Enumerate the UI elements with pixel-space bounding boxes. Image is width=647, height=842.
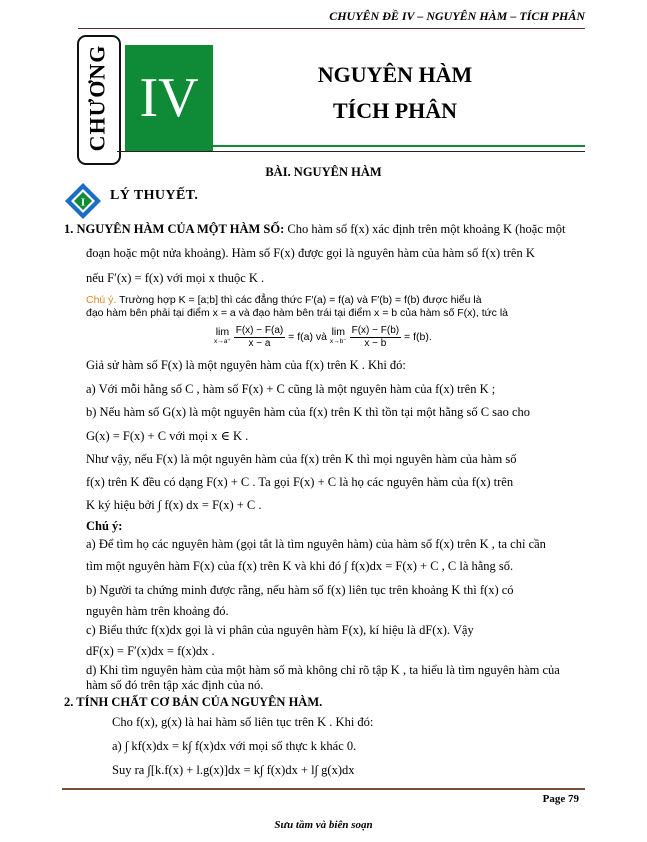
chu-y-heading: Chú ý: — [86, 519, 123, 533]
chapter-title-line2: TÍCH PHÂN — [332, 98, 458, 123]
title-rule-black — [117, 151, 585, 152]
chapter-label: CHƯƠNG — [84, 44, 109, 152]
chapter-title-line1: NGUYÊN HÀM — [317, 62, 473, 87]
s2-line1: Cho f(x), g(x) là hai hàm số liên tục trên K . Khi đó: — [112, 715, 374, 729]
chu-y-a1: a) Để tìm họ các nguyên hàm (gọi tắt là tìm nguyên hàm) của hàm số f(x) trên K , ta chỉ cần — [86, 537, 546, 551]
chu-y-c1: c) Biểu thức f(x)dx gọi là vi phân của nguyên hàm F(x), kí hiệu là dF(x). Vậy — [86, 623, 474, 637]
note-line2: đạo hàm bên phải tại điểm x = a và đạo hàm bên trái tại điểm x = b của hàm số F(x), tức là — [86, 307, 508, 319]
chu-y-b2: nguyên hàm trên khoảng đó. — [86, 604, 229, 618]
body-p7: K ký hiệu bởi ∫ f(x) dx = F(x) + C . — [86, 498, 262, 512]
section-numeral: I — [80, 196, 86, 209]
body-p5: Như vậy, nếu F(x) là một nguyên hàm của f(x) trên K thì mọi nguyên hàm của hàm số — [86, 452, 517, 466]
body-p6: f(x) trên K đều có dạng F(x) + C . Ta gọi F(x) + C là họ các nguyên hàm của f(x) trên — [86, 475, 514, 489]
s1-line3: nếu F′(x) = f(x) với mọi x thuộc K . — [86, 271, 265, 285]
header-rule — [78, 28, 585, 29]
body-p4: G(x) = F(x) + C với mọi x ∈ K . — [86, 429, 249, 443]
s2-heading: 2. TÍNH CHẤT CƠ BẢN CỦA NGUYÊN HÀM. — [64, 695, 323, 709]
s2-line2: a) ∫ kf(x)dx = k∫ f(x)dx với mọi số thực k khác 0. — [112, 739, 357, 753]
chu-y-d1: d) Khi tìm nguyên hàm của một hàm số mà không chỉ rõ tập K , ta hiểu là tìm nguyên hàm của — [86, 663, 560, 677]
chu-y-c2: dF(x) = F′(x)dx = f(x)dx . — [86, 644, 215, 658]
body-p2: a) Với mỗi hằng số C , hàm số F(x) + C cũng là một nguyên hàm của f(x) trên K ; — [86, 382, 496, 396]
chapter-number: IV — [125, 45, 213, 151]
chu-y-d2: hàm số đó trên tập xác định của nó. — [86, 678, 264, 692]
section-title: LÝ THUYẾT. — [110, 188, 199, 203]
note-label: Chú ý. — [86, 294, 117, 306]
page-number: Page 79 — [542, 793, 579, 805]
note-line1: Chú ý. Trường hợp K = [a;b] thì các đẳng thức F′(a) = f(a) và F′(b) = f(b) được hiểu là — [86, 294, 482, 306]
running-header: CHUYÊN ĐỀ IV – NGUYÊN HÀM – TÍCH PHÂN — [329, 9, 585, 23]
lesson-title: BÀI. NGUYÊN HÀM — [265, 165, 382, 179]
chu-y-a2: tìm một nguyên hàm F(x) của f(x) trên K và khi đó ∫ f(x)dx = F(x) + C , C là hằng số. — [86, 559, 514, 573]
s2-line3: Suy ra ∫[k.f(x) + l.g(x)]dx = k∫ f(x)dx + l∫ g(x)dx — [112, 763, 355, 777]
footer-credit: Sưu tầm và biên soạn — [274, 819, 373, 831]
body-p1: Giả sử hàm số F(x) là một nguyên hàm của f(x) trên K . Khi đó: — [86, 358, 406, 372]
footer-rule — [62, 788, 585, 790]
note-limits: lim x→a⁺ $\frac{F(x) - F(a)}{x - a}$ = f(a) và lim x→b⁻ $\frac{F(x) - F(b)}{x - b}$ = f(b). — [214, 324, 432, 349]
body-p3: b) Nếu hàm số G(x) là một nguyên hàm của f(x) trên K thì tồn tại một hằng số C sao cho — [86, 405, 531, 419]
s1-heading: 1. NGUYÊN HÀM CỦA MỘT HÀM SỐ: — [64, 222, 285, 236]
chu-y-b1: b) Người ta chứng minh được rằng, nếu hàm số f(x) liên tục trên khoảng K thì f(x) có — [86, 583, 514, 597]
s1-line1: 1. NGUYÊN HÀM CỦA MỘT HÀM SỐ: Cho hàm số f(x) xác định trên một khoảng K (hoặc một — [64, 222, 566, 236]
s1-line2: đoạn hoặc một nửa khoảng). Hàm số F(x) được gọi là nguyên hàm của hàm số f(x) trên K — [86, 246, 535, 260]
section-diamond-icon — [64, 182, 102, 220]
title-rule-green — [125, 145, 585, 147]
